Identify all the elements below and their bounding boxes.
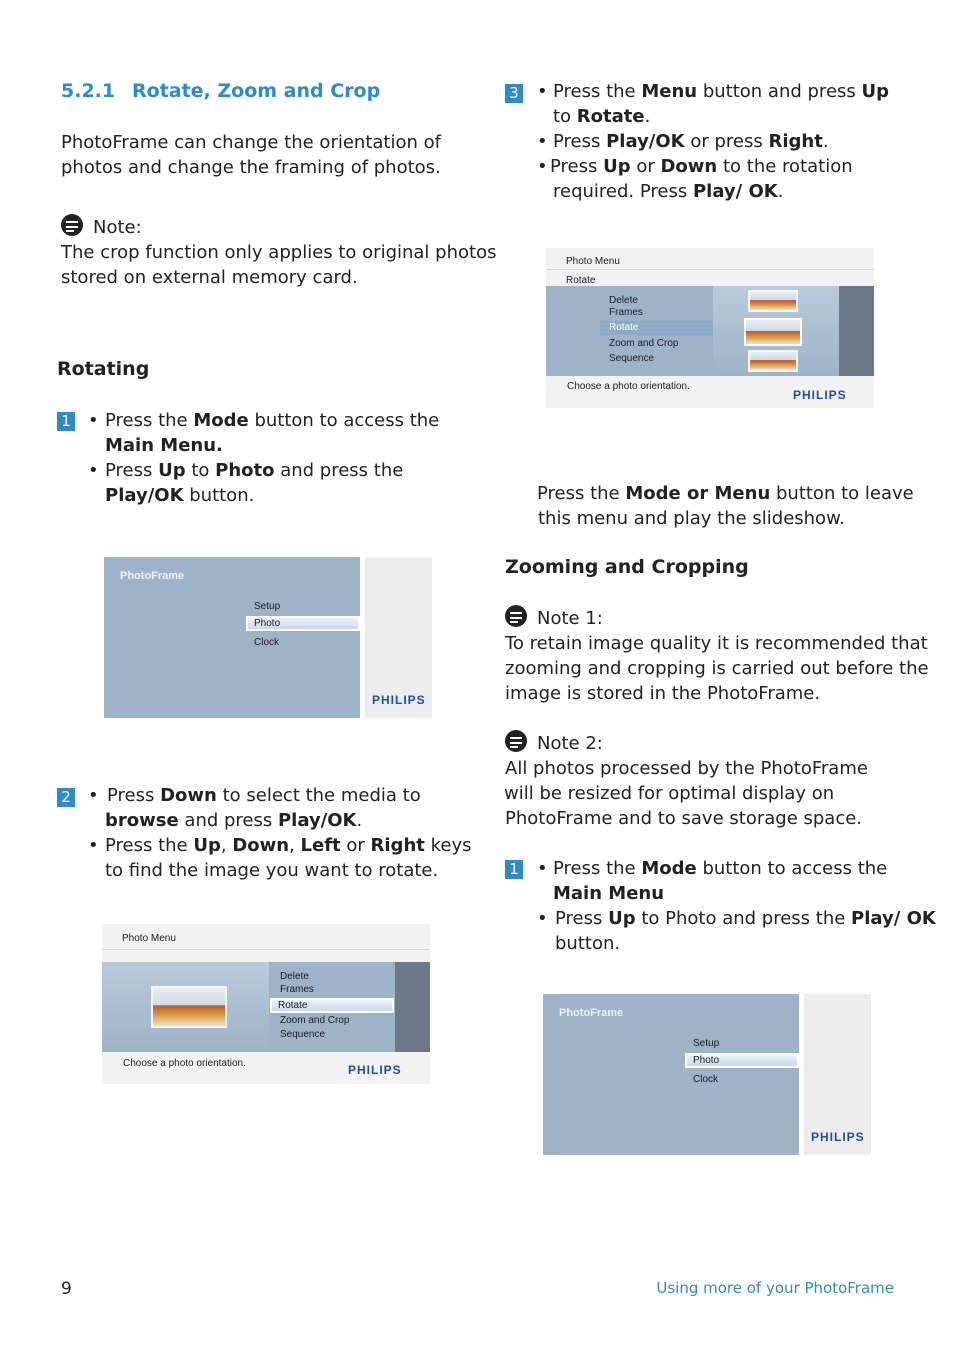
note-1-line-2: zooming and cropping is carried out before the xyxy=(505,658,929,679)
page-number: 9 xyxy=(61,1279,72,1299)
note-1-line-1: To retain image quality it is recommended that xyxy=(505,633,928,654)
screen-title: PhotoFrame xyxy=(559,1007,624,1019)
menu-edge xyxy=(395,962,430,1052)
rotate-menu-screenshot xyxy=(546,248,874,408)
bullet: • xyxy=(88,460,99,481)
divider xyxy=(546,269,874,270)
note-1-label: Note 1: xyxy=(537,608,603,629)
step-3-line-5: required. Press Play/ OK. xyxy=(553,181,784,202)
note-line-2: stored on external memory card. xyxy=(61,267,358,288)
rotation-option-2-selected xyxy=(744,318,802,346)
philips-logo: PHILIPS xyxy=(793,388,847,402)
note-label: Note: xyxy=(93,217,142,238)
photo-menu-screenshot-left xyxy=(102,924,430,1084)
note-icon xyxy=(61,214,83,236)
note-2-line-2: will be resized for optimal display on xyxy=(504,783,835,804)
menu-item-rotate-selected: Rotate xyxy=(270,998,394,1013)
step-1-right-line-2: Main Menu xyxy=(553,883,665,904)
note-2-line-1: All photos processed by the PhotoFrame xyxy=(505,758,868,779)
orientation-message: Choose a photo orientation. xyxy=(123,1058,246,1069)
step-1-right-line-1: Press the Mode button to access the xyxy=(553,858,888,879)
menu-item-delete: Delete xyxy=(280,971,309,982)
philips-logo: PHILIPS xyxy=(811,1130,865,1144)
rotating-heading: Rotating xyxy=(57,358,150,380)
intro-line-2: photos and change the framing of photos. xyxy=(61,157,441,178)
menu-edge xyxy=(839,286,874,376)
menu-item-delete: Delete xyxy=(609,295,638,306)
leave-menu-line-2: this menu and play the slideshow. xyxy=(538,508,845,529)
zoom-heading: Zooming and Cropping xyxy=(505,556,749,578)
step-2-line-4: to find the image you want to rotate. xyxy=(105,860,439,881)
step-3-line-1: Press the Menu button and press Up xyxy=(553,81,890,102)
menu-item-photo-selected: Photo xyxy=(685,1053,799,1068)
note-2-label: Note 2: xyxy=(537,733,603,754)
menu-item-frames: Frames xyxy=(280,984,314,995)
menu-item-sequence: Sequence xyxy=(609,353,655,364)
menu-item-clock: Clock xyxy=(693,1074,719,1085)
step-2-line-1: Press Down to select the media to xyxy=(107,785,421,806)
menu-item-setup: Setup xyxy=(693,1038,720,1049)
step-1-right-line-4: button. xyxy=(555,933,621,954)
note-icon xyxy=(505,730,527,752)
orientation-message: Choose a photo orientation. xyxy=(567,381,690,392)
bullet: • xyxy=(88,785,99,806)
photo-menu-title: Photo Menu xyxy=(122,933,176,944)
step-3-line-3: Press Play/OK or press Right. xyxy=(553,131,829,152)
step-3-badge: 3 xyxy=(505,84,523,103)
bullet: • xyxy=(537,131,548,152)
step-1-line-4: Play/OK button. xyxy=(105,485,255,506)
menu-item-zoom-crop: Zoom and Crop xyxy=(280,1015,350,1026)
bullet: • xyxy=(88,410,99,431)
rotate-crumb: Rotate xyxy=(566,275,596,286)
step-1-line-3: Press Up to Photo and press the xyxy=(105,460,404,481)
main-menu-screenshot xyxy=(104,557,432,718)
bullet: • xyxy=(537,156,548,177)
philips-logo: PHILIPS xyxy=(348,1063,402,1077)
bullet: • xyxy=(537,858,548,879)
step-2-line-2: browse and press Play/OK. xyxy=(105,810,363,831)
rotation-option-1 xyxy=(748,290,798,312)
menu-item-sequence: Sequence xyxy=(280,1029,326,1040)
rotation-option-3 xyxy=(748,350,798,372)
menu-item-rotate-selected: Rotate xyxy=(600,321,713,335)
main-menu-screenshot-right xyxy=(543,994,871,1155)
philips-logo: PHILIPS xyxy=(372,693,426,707)
step-3-line-2: to Rotate. xyxy=(553,106,651,127)
menu-item-setup: Setup xyxy=(254,601,281,612)
menu-item-clock: Clock xyxy=(254,637,280,648)
bullet: • xyxy=(88,835,99,856)
note-2-line-3: PhotoFrame and to save storage space. xyxy=(505,808,863,829)
photo-menu-title: Photo Menu xyxy=(566,256,620,267)
step-2-line-3: Press the Up, Down, Left or Right keys xyxy=(105,835,472,856)
screen-title: PhotoFrame xyxy=(120,570,185,582)
menu-item-photo-selected: Photo xyxy=(246,616,360,631)
note-icon xyxy=(505,605,527,627)
divider xyxy=(102,949,430,950)
step-1-line-2: Main Menu. xyxy=(105,435,223,456)
section-title: Rotate, Zoom and Crop xyxy=(132,80,381,102)
step-2-badge: 2 xyxy=(57,788,75,807)
note-line-1: The crop function only applies to original photos xyxy=(61,242,497,263)
step-1-badge: 1 xyxy=(57,412,75,431)
intro-line-1: PhotoFrame can change the orientation of xyxy=(61,132,441,153)
photo-thumbnail xyxy=(151,986,227,1028)
step-1-badge: 1 xyxy=(505,860,523,879)
step-1-line-1: Press the Mode button to access the xyxy=(105,410,440,431)
menu-item-frames: Frames xyxy=(609,307,643,318)
chapter-footer: Using more of your PhotoFrame xyxy=(656,1279,894,1297)
note-1-line-3: image is stored in the PhotoFrame. xyxy=(505,683,821,704)
menu-item-zoom-crop: Zoom and Crop xyxy=(609,338,679,349)
bullet: • xyxy=(537,908,548,929)
bullet: • xyxy=(537,81,548,102)
section-number: 5.2.1 xyxy=(61,80,116,102)
step-3-line-4: Press Up or Down to the rotation xyxy=(550,156,853,177)
leave-menu-line-1: Press the Mode or Menu button to leave xyxy=(537,483,914,504)
step-1-right-line-3: Press Up to Photo and press the Play/ OK xyxy=(555,908,936,929)
